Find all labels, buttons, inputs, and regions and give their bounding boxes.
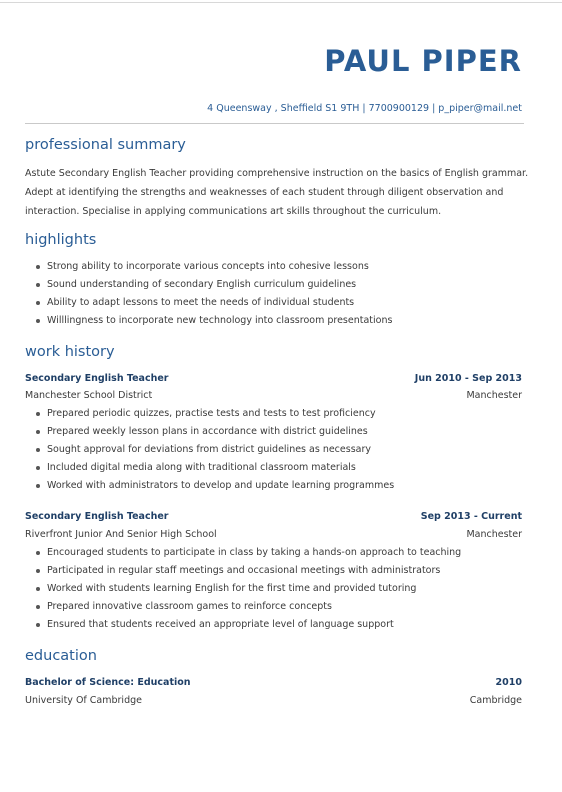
summary-heading: professional summary — [25, 137, 186, 153]
duty-item: Prepared innovative classroom games to reinforce concepts — [34, 598, 461, 616]
duty-item: Participated in regular staff meetings and occasional meetings with administrators — [34, 562, 461, 580]
job-title: Secondary English Teacher — [25, 511, 169, 522]
duty-item: Prepared periodic quizzes, practise tests and tests to test proficiency — [34, 405, 394, 423]
top-divider — [0, 2, 562, 3]
school-location: Cambridge — [469, 695, 522, 706]
duty-item: Ensured that students received an appropriate level of language support — [34, 616, 461, 634]
job-dates: Jun 2010 - Sep 2013 — [414, 373, 522, 384]
duty-item: Sought approval for deviations from district guidelines as necessary — [34, 441, 394, 459]
job-duties-list — [34, 405, 394, 495]
duty-item: Worked with administrators to develop and update learning programmes — [34, 477, 394, 495]
highlight-item: Willlingness to incorporate new technology into classroom presentations — [34, 312, 392, 330]
highlight-item: Sound understanding of secondary English curriculum guidelines — [34, 276, 392, 294]
education-heading: education — [25, 648, 97, 664]
job-location: Manchester — [466, 529, 522, 540]
header-divider — [25, 123, 524, 124]
summary-text: Astute Secondary English Teacher providing comprehensive instruction on the basics of English grammar. Adept at identifying the strengths and weaknesses of each student through diligent observation and interaction. Specialise in applying communications art skills throughout the curriculum. — [25, 168, 529, 217]
job-employer: Riverfront Junior And Senior High School — [25, 529, 217, 540]
job-dates: Sep 2013 - Current — [420, 511, 522, 522]
duty-item: Prepared weekly lesson plans in accordance with district guidelines — [34, 423, 394, 441]
job-title: Secondary English Teacher — [25, 373, 169, 384]
highlight-item: Strong ability to incorporate various concepts into cohesive lessons — [34, 258, 392, 276]
duty-item: Worked with students learning English for the first time and provided tutoring — [34, 580, 461, 598]
job-duties-list — [34, 544, 461, 634]
highlight-item: Ability to adapt lessons to meet the needs of individual students — [34, 294, 392, 312]
work-history-heading: work history — [25, 344, 115, 360]
duty-item: Included digital media along with traditional classroom materials — [34, 459, 394, 477]
contact-info: 4 Queensway , Sheffield S1 9TH | 7700900129 | p_piper@mail.net — [207, 103, 522, 114]
job-employer: Manchester School District — [25, 390, 153, 401]
highlights-heading: highlights — [25, 232, 97, 248]
candidate-name: PAUL PIPER — [324, 44, 522, 78]
graduation-year: 2010 — [495, 677, 522, 688]
degree-title: Bachelor of Science: Education — [25, 677, 191, 688]
duty-item: Encouraged students to participate in class by taking a hands-on approach to teaching — [34, 544, 461, 562]
school-name: University Of Cambridge — [25, 695, 142, 706]
highlights-list — [34, 258, 392, 330]
job-location: Manchester — [466, 390, 522, 401]
